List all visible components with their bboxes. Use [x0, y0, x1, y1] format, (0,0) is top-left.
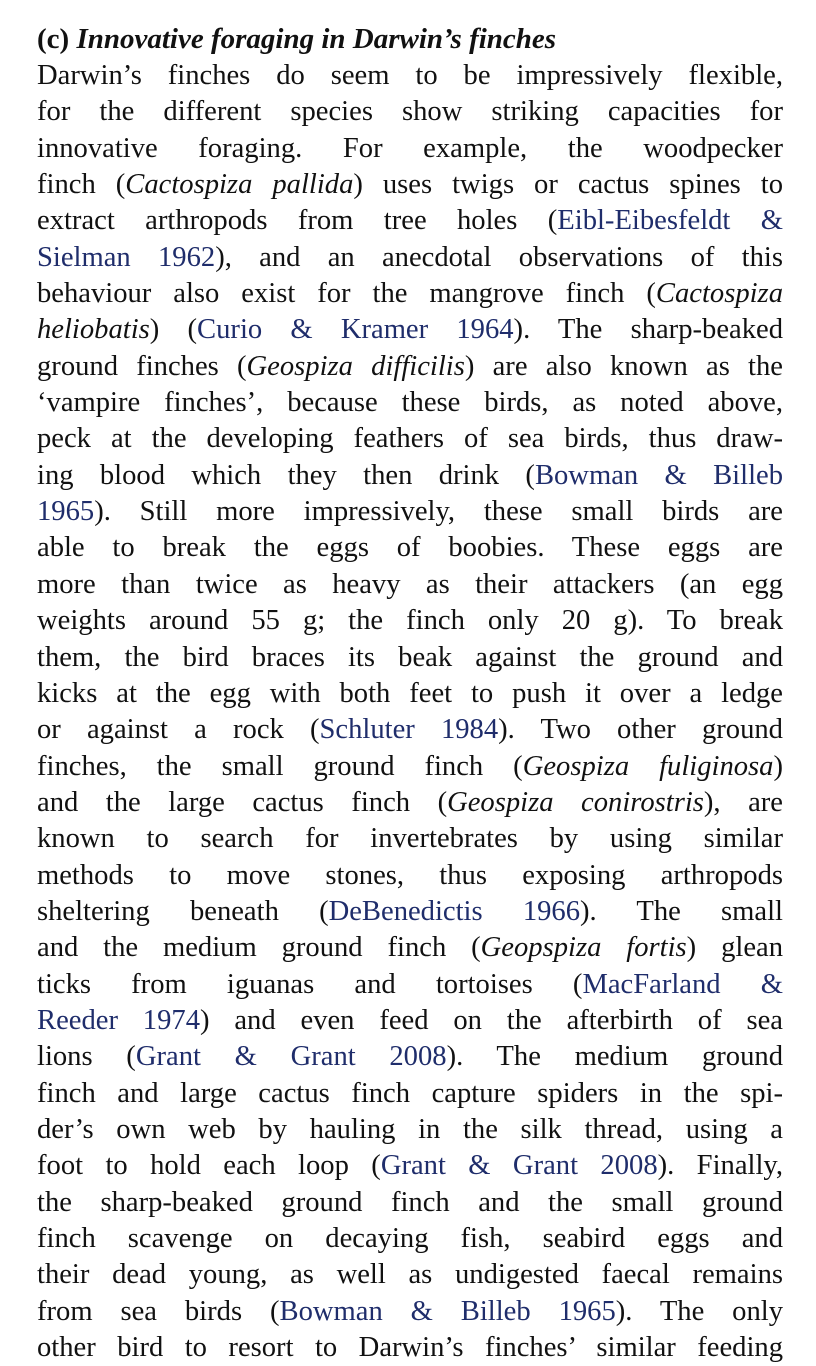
citation-link[interactable]: Grant & Grant 2008: [380, 1150, 658, 1182]
citation-link[interactable]: Sielman 1962: [37, 241, 216, 273]
species-name: Geospiza conirostris: [447, 786, 704, 818]
text-run: lions (: [37, 1041, 136, 1073]
citation-link[interactable]: DeBenedictis 1966: [328, 895, 581, 927]
text-run: ). Two other ground: [498, 714, 783, 746]
text-run: from sea birds (: [37, 1295, 280, 1327]
text-run: more than twice as heavy as their attackers (an egg: [37, 568, 783, 600]
species-name: Cactospiza: [655, 278, 783, 310]
text-run: for the different species show striking capacities for: [37, 96, 783, 128]
text-run: ‘vampire finches’, because these birds, as noted above,: [37, 387, 783, 419]
citation-link[interactable]: Bowman & Billeb: [534, 459, 783, 491]
body-line: [37, 494, 783, 530]
section-heading: [37, 20, 783, 58]
text-run: ) uses twigs or cactus spines to: [353, 169, 784, 201]
text-run: and the medium ground finch (: [37, 932, 481, 964]
citation-link[interactable]: Eibl-Eibesfeldt &: [557, 205, 783, 237]
body-line: [37, 785, 783, 821]
species-name: Cactospiza pallida: [125, 169, 354, 201]
body-line: [37, 131, 783, 167]
text-run: Darwin’s finches do seem to be impressively flexible,: [37, 60, 783, 91]
text-run: finch (: [37, 169, 126, 201]
species-name: Geopspiza fortis: [480, 932, 687, 964]
text-run: ) (: [149, 314, 198, 346]
body-line: [37, 1003, 783, 1039]
body-line: [37, 676, 783, 712]
body-line: [37, 1112, 783, 1148]
body-line: [37, 930, 783, 966]
text-run: ). The only: [615, 1295, 784, 1327]
body-line: [37, 94, 783, 130]
body-line: [37, 385, 783, 421]
text-run: kicks at the egg with both feet to push it over a ledge: [37, 677, 783, 709]
body-line: [37, 421, 783, 457]
text-run: ground finches (: [37, 350, 247, 382]
body-line: [37, 567, 783, 603]
text-run: ). The sharp-beaked: [513, 314, 783, 346]
body-line: [37, 1185, 783, 1221]
body-line: [37, 603, 783, 639]
body-line: [37, 1257, 783, 1293]
section-title: Innovative foraging in Darwin’s finches: [76, 23, 557, 55]
body-line: [37, 458, 783, 494]
text-run: finch and large cactus finch capture spiders in the spi-: [37, 1077, 783, 1109]
citation-link[interactable]: 1965: [37, 496, 95, 528]
text-run: the sharp-beaked ground finch and the small ground: [37, 1186, 783, 1218]
text-run: able to break the eggs of boobies. These eggs are: [37, 532, 783, 564]
body-line: [37, 312, 783, 348]
text-run: extract arthropods from tree holes (: [37, 205, 558, 237]
text-run: finches, the small ground finch (: [37, 750, 523, 782]
text-run: ing blood which they then drink (: [37, 459, 535, 491]
body-line: [37, 640, 783, 676]
body-line: [37, 240, 783, 276]
body-line: [37, 349, 783, 385]
body-line: [37, 1294, 783, 1330]
text-run: sheltering beneath (: [37, 895, 329, 927]
section-number: (c): [37, 23, 70, 55]
body-line: [37, 1076, 783, 1112]
body-line: [37, 894, 783, 930]
text-run: finch scavenge on decaying fish, seabird eggs and: [37, 1223, 783, 1254]
section-c: [37, 20, 783, 1366]
text-run: or against a rock (: [37, 714, 320, 746]
body-line: [37, 858, 783, 894]
body-line: [37, 967, 783, 1003]
text-run: behaviour also exist for the mangrove finch (: [37, 278, 656, 310]
text-run: ) and even feed on the afterbirth of sea: [200, 1004, 783, 1036]
body-line: [37, 276, 783, 312]
text-run: ) are also known as the: [464, 350, 783, 382]
body-line: [37, 712, 783, 748]
body-line: [37, 1330, 783, 1366]
body-line: [37, 58, 783, 94]
text-run: ). The small: [580, 895, 783, 927]
text-run: der’s own web by hauling in the silk thread, using a: [37, 1113, 783, 1145]
citation-link[interactable]: Curio & Kramer 1964: [197, 314, 514, 346]
body-line: [37, 530, 783, 566]
text-run: their dead young, as well as undigested faecal remains: [37, 1259, 783, 1291]
text-run: them, the bird braces its beak against the ground and: [37, 641, 783, 673]
citation-link[interactable]: Schluter 1984: [319, 714, 499, 746]
body-line: [37, 1039, 783, 1075]
text-run: ticks from iguanas and tortoises (: [37, 968, 583, 1000]
species-name: Geospiza fuliginosa: [522, 750, 774, 782]
body-line: [37, 1148, 783, 1184]
citation-link[interactable]: Grant & Grant 2008: [135, 1041, 447, 1073]
text-run: ), and an anecdotal observations of this: [215, 241, 783, 273]
citation-link[interactable]: MacFarland &: [582, 968, 783, 1000]
text-run: known to search for invertebrates by using similar: [37, 823, 783, 855]
body-line: [37, 1221, 783, 1257]
citation-link[interactable]: Bowman & Billeb 1965: [279, 1295, 616, 1327]
body-line: [37, 167, 783, 203]
text-run: ) glean: [686, 932, 784, 964]
text-run: foot to hold each loop (: [37, 1150, 381, 1182]
text-run: ). Still more impressively, these small birds are: [94, 496, 783, 528]
text-run: innovative foraging. For example, the woodpecker: [37, 132, 783, 164]
text-run: ). Finally,: [657, 1150, 783, 1182]
text-run: other bird to resort to Darwin’s finches’ similar feeding: [37, 1332, 783, 1364]
body-line: [37, 749, 783, 785]
text-run: ): [773, 750, 783, 782]
body-line: [37, 821, 783, 857]
text-run: methods to move stones, thus exposing arthropods: [37, 859, 783, 891]
body-line: [37, 203, 783, 239]
text-run: and the large cactus finch (: [37, 786, 448, 818]
body-text: [37, 58, 783, 1366]
text-run: peck at the developing feathers of sea birds, thus draw-: [37, 423, 783, 455]
citation-link[interactable]: Reeder 1974: [37, 1004, 200, 1036]
text-run: ), are: [703, 786, 783, 818]
text-run: weights around 55 g; the finch only 20 g). To break: [37, 605, 783, 637]
species-name: heliobatis: [37, 314, 150, 346]
text-run: ). The medium ground: [446, 1041, 783, 1073]
species-name: Geospiza difficilis: [246, 350, 465, 382]
